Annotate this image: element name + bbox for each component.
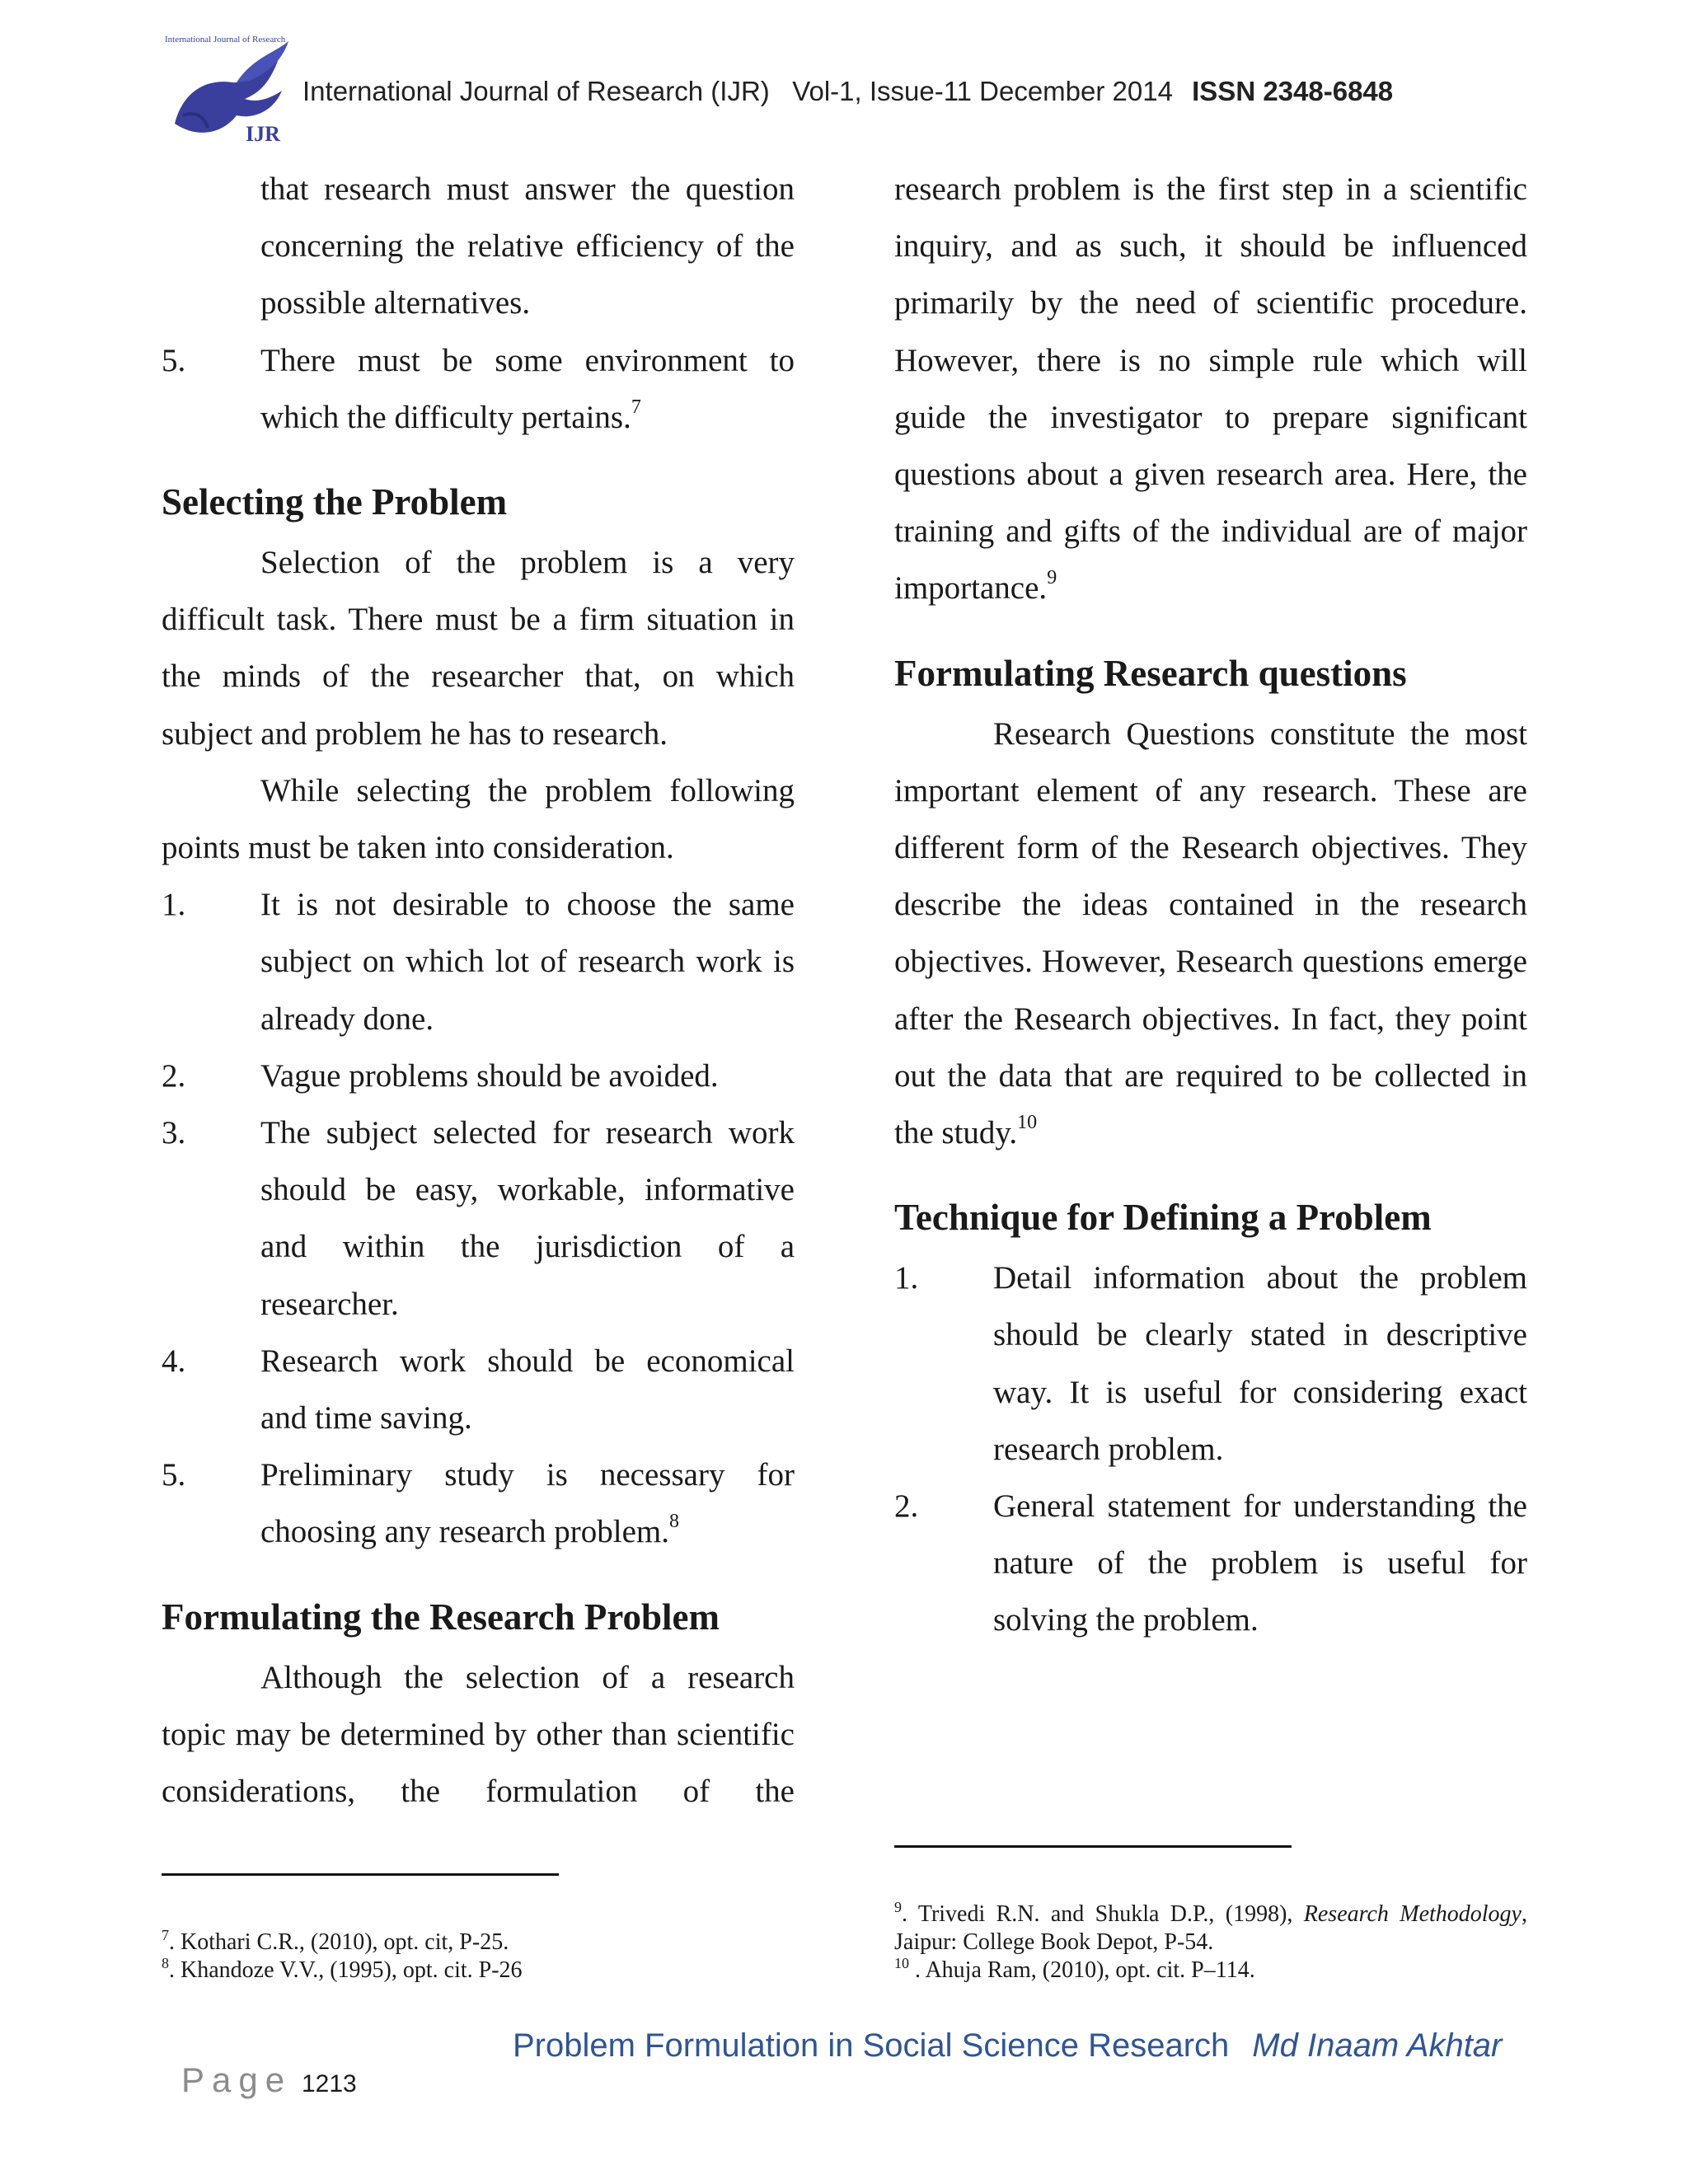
- logo-caption: International Journal of Research: [165, 35, 286, 45]
- right-column: [894, 161, 1527, 1649]
- list-item-text: The subject selected for research work should be easy, workable, informative and within the jurisdiction of a researcher.: [260, 1115, 795, 1322]
- footnote-book-title: Research Methodology: [1303, 1901, 1522, 1927]
- footnote-number: 8: [162, 1955, 169, 1971]
- footnote-text: . Kothari C.R., (2010), opt. cit, P-25.: [169, 1929, 509, 1955]
- list-number: 3.: [162, 1115, 186, 1151]
- footnote-divider: [894, 1845, 1292, 1848]
- list-item-text: It is not desirable to choose the same subject on which lot of research work is already done.: [260, 887, 795, 1037]
- article-author: Md Inaam Akhtar: [1252, 2027, 1503, 2064]
- list-number: 2.: [894, 1488, 919, 1525]
- paragraph: Research Questions constitute the most important element of any research. These are different form of the Research objectives. They describe the ideas contained in the research objectives. However, Research questions emerge after the Research objectives. In fact, they point out the data that are required to be collected in the study.$^{10}$: [894, 715, 1527, 1151]
- list-item-text: Research work should be economical and time saving.: [260, 1343, 795, 1436]
- footnote-ref: 7: [631, 396, 641, 418]
- section-heading-technique: Technique for Defining a Problem: [894, 1197, 1432, 1239]
- section-heading-selecting: Selecting the Problem: [162, 481, 508, 523]
- footnote: [162, 1957, 738, 1985]
- footnote-ref: 8: [669, 1511, 679, 1533]
- list-item: [162, 1446, 795, 1560]
- footnote-text: . Khandoze V.V., (1995), opt. cit. P-26: [169, 1957, 523, 1983]
- footnote: [894, 1957, 1527, 1985]
- paragraph: While selecting the problem following points must be taken into consideration.: [162, 772, 795, 866]
- list-item-line: which the difficulty pertains.$^7$: [260, 396, 641, 435]
- list-item: [894, 1478, 1527, 1649]
- journal-name: International Journal of Research (IJR): [302, 76, 770, 106]
- footnote-text: . Trivedi R.N. and Shukla D.P., (1998),: [902, 1901, 1293, 1927]
- footnote-ref: 10: [1017, 1112, 1038, 1134]
- list-item: [162, 332, 795, 446]
- list-number: 5.: [162, 1457, 186, 1493]
- footnote-ref: 9: [1047, 567, 1057, 589]
- logo-abbreviation: IJR: [246, 122, 280, 146]
- continued-line: possible alternatives.: [260, 285, 531, 321]
- continued-line: that research must answer the question: [260, 171, 795, 207]
- list-item: [894, 1249, 1527, 1478]
- list-number: 5.: [162, 342, 186, 378]
- article-title: Problem Formulation in Social Science Research: [513, 2027, 1230, 2064]
- footnote-divider: [162, 1873, 559, 1876]
- list-item: [162, 1104, 795, 1333]
- list-number: 2.: [162, 1057, 186, 1094]
- footnote: [162, 1929, 738, 1957]
- list-item-text: Preliminary study is necessary for choosing any research problem.$^8$: [260, 1457, 795, 1550]
- section-heading-research-questions: Formulating Research questions: [894, 652, 1407, 694]
- continued-line: concerning the relative efficiency of the: [260, 228, 795, 265]
- journal-header: [302, 76, 1393, 107]
- footnote-number: 9: [894, 1899, 902, 1915]
- list-item: [162, 1333, 795, 1446]
- footnote-number: 7: [162, 1927, 169, 1943]
- journal-volume: Vol-1, Issue-11 December 2014: [792, 76, 1173, 106]
- paragraph: Selection of the problem is a very difficult task. There must be a firm situation in the minds of the researcher that, on which subject and problem he has to research.: [162, 545, 795, 752]
- list-item-line: There must be some environment to: [260, 342, 795, 378]
- list-item: [162, 876, 795, 1047]
- list-item-text: Vague problems should be avoided.: [260, 1057, 719, 1094]
- list-item: [162, 1047, 795, 1104]
- footnote: [894, 1900, 1527, 1957]
- page-label: Page: [181, 2060, 293, 2099]
- footnote-text: . Ahuja Ram, (2010), opt. cit. P–114.: [909, 1957, 1255, 1983]
- continued-list-text: [162, 161, 795, 332]
- journal-issn: ISSN 2348-6848: [1192, 76, 1394, 106]
- list-number: 1.: [894, 1260, 919, 1296]
- paragraph: Although the selection of a research topic may be determined by other than scientific considerations, the formulation of the: [162, 1659, 795, 1810]
- section-heading-formulating-problem: Formulating the Research Problem: [162, 1596, 720, 1638]
- page-number: 1213: [302, 2070, 357, 2097]
- footnote-number: 10: [894, 1955, 909, 1971]
- list-number: 4.: [162, 1343, 186, 1379]
- footnotes-left: [162, 1929, 738, 1985]
- list-number: 1.: [162, 887, 186, 923]
- footnotes-right: [894, 1900, 1527, 1985]
- footer-article-title: [513, 2027, 1502, 2064]
- left-column: [162, 161, 795, 1820]
- list-item-text: General statement for understanding the nature of the problem is useful for solving the problem.: [993, 1488, 1527, 1638]
- footnote-text: , Jaipur: College Book Depot, P-54.: [894, 1901, 1527, 1955]
- list-item-text: Detail information about the problem should be clearly stated in descriptive way. It is useful for considering exact research problem.: [993, 1260, 1527, 1467]
- paragraph: research problem is the first step in a scientific inquiry, and as such, it should be influenced primarily by the need of scientific procedure. However, there is no simple rule which will guide the investigator to prepare significant questions about a given research area. Here, the training and gifts of the individual are of major importance.$^9$: [894, 171, 1527, 607]
